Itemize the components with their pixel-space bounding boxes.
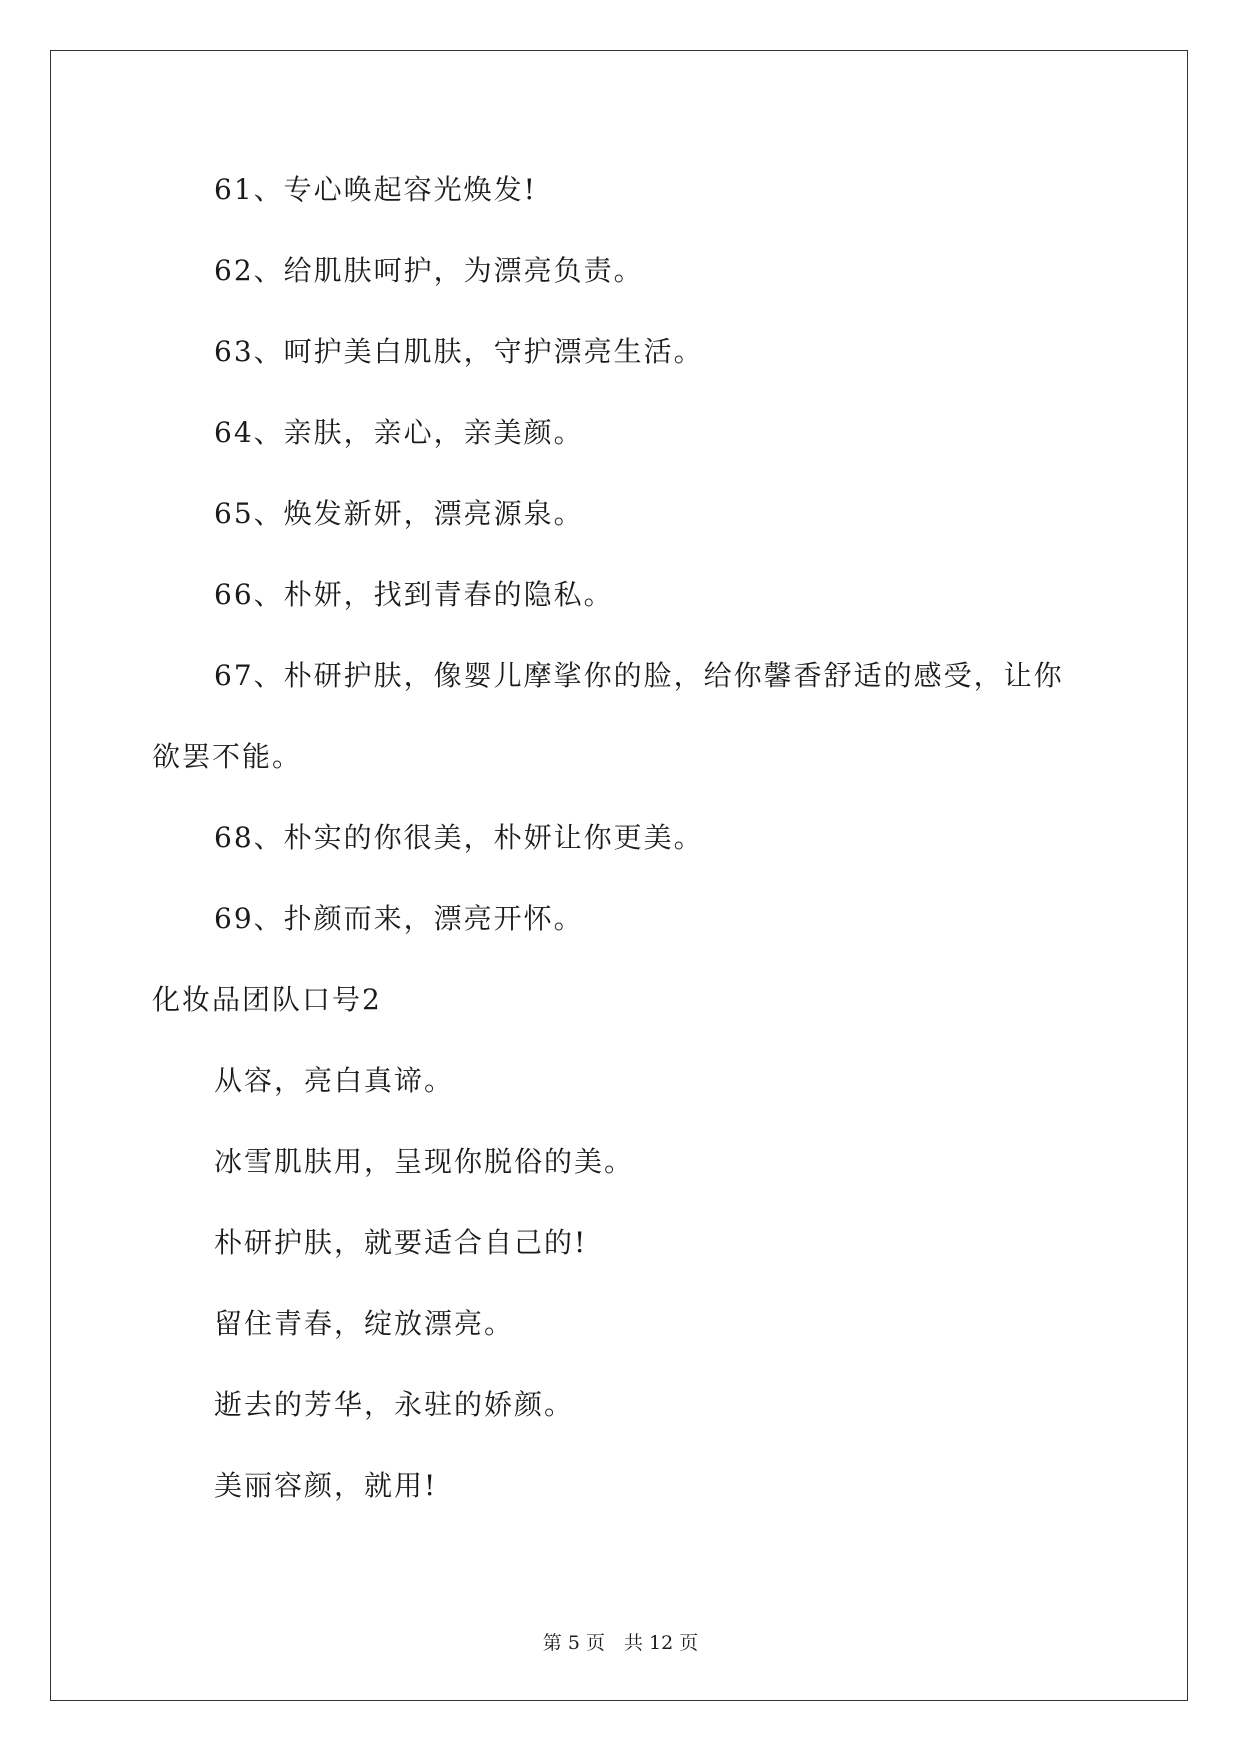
section-heading: 化妆品团队口号2 xyxy=(152,983,382,1016)
list-item: 69、扑颜而来，漂亮开怀。 xyxy=(214,902,584,935)
list-item: 从容，亮白真谛。 xyxy=(214,1064,455,1097)
list-item-continuation: 欲罢不能。 xyxy=(152,740,303,773)
list-item: 61、专心唤起容光焕发! xyxy=(214,173,537,206)
list-item: 美丽容颜，就用! xyxy=(214,1469,438,1502)
list-item: 68、朴实的你很美，朴妍让你更美。 xyxy=(214,821,704,854)
list-item: 65、焕发新妍，漂亮源泉。 xyxy=(214,497,584,530)
list-item: 64、亲肤，亲心，亲美颜。 xyxy=(214,416,584,449)
list-item: 朴研护肤，就要适合自己的! xyxy=(214,1226,588,1259)
list-item: 67、朴研护肤，像婴儿摩挲你的脸，给你馨香舒适的感受，让你 xyxy=(214,659,1064,692)
page-number-footer: 第 5 页 共 12 页 xyxy=(542,1632,699,1654)
list-item: 66、朴妍，找到青春的隐私。 xyxy=(214,578,614,611)
list-item: 逝去的芳华，永驻的娇颜。 xyxy=(214,1388,575,1421)
document-body xyxy=(152,170,1092,1547)
list-item: 63、呵护美白肌肤，守护漂亮生活。 xyxy=(214,335,704,368)
list-item: 留住青春，绽放漂亮。 xyxy=(214,1307,515,1340)
list-item: 冰雪肌肤用，呈现你脱俗的美。 xyxy=(214,1145,635,1178)
list-item: 62、给肌肤呵护，为漂亮负责。 xyxy=(214,254,644,287)
